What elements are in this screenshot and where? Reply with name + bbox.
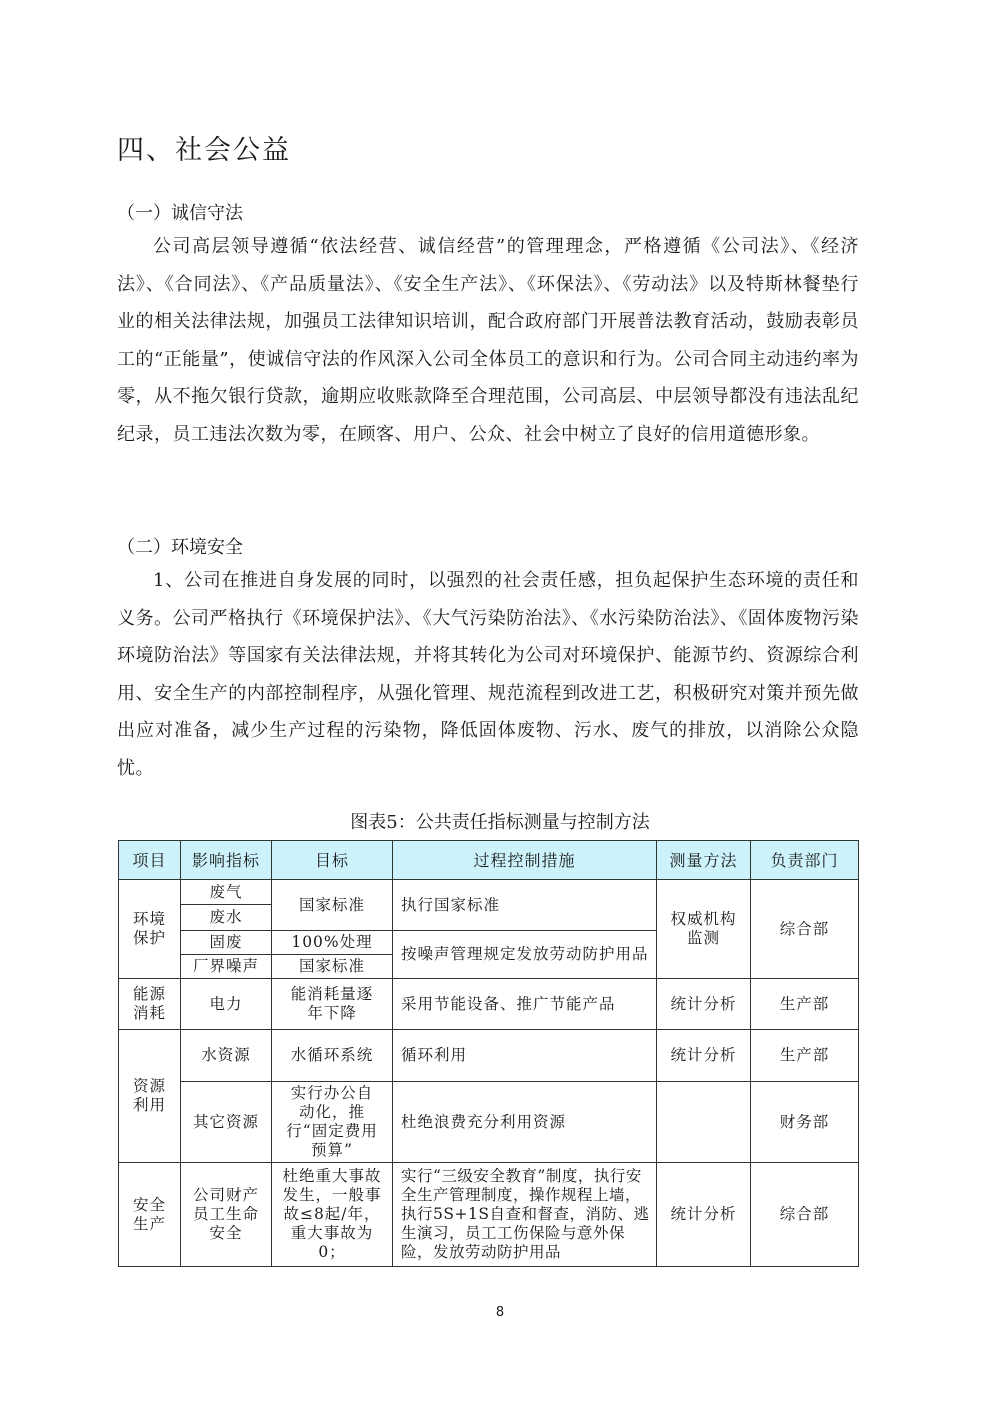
measure-cell: 循环利用 — [393, 1030, 657, 1082]
method-cell: 权威机构监测 — [657, 880, 751, 979]
item-cell: 能源消耗 — [119, 979, 181, 1030]
header-cell: 过程控制措施 — [393, 841, 657, 880]
header-cell: 影响指标 — [181, 841, 272, 880]
method-cell: 统计分析 — [657, 979, 751, 1030]
header-cell: 负责部门 — [751, 841, 859, 880]
table-row — [119, 1030, 859, 1082]
dept-cell: 综合部 — [751, 880, 859, 979]
header-cell: 目标 — [272, 841, 393, 880]
paragraph-environment: 1、公司在推进自身发展的同时，以强烈的社会责任感，担负起保护生态环境的责任和义务。公司严格执行《环境保护法》、《大气污染防治法》、《水污染防治法》、《固体废物污染环境防治法》等国家有关法律法规，并将其转化为公司对环境保护、能源节约、资源综合利用、安全生产的内部控制程序，从强化管理、规范流程到改进工艺，积极研究对策并预先做出应对准备，减少生产过程的污染物，降低固体废物、污水、废气的排放，以消除公众隐忧。 — [117, 570, 859, 779]
subsection-heading-integrity: （一）诚信守法 — [117, 203, 243, 224]
section-title: 四、社会公益 — [117, 135, 291, 166]
indicator-cell: 废水 — [181, 905, 272, 931]
dept-cell: 综合部 — [751, 1163, 859, 1267]
target-cell: 杜绝重大事故发生，一般事故≤8起/年，重大事故为0； — [272, 1163, 393, 1267]
target-cell: 国家标准 — [272, 955, 393, 979]
dept-cell: 财务部 — [751, 1082, 859, 1163]
measure-cell: 执行国家标准 — [393, 880, 657, 931]
subsection-heading-environment: （二）环境安全 — [117, 537, 243, 558]
measure-cell: 采用节能设备、推广节能产品 — [393, 979, 657, 1030]
indicator-cell: 厂界噪声 — [181, 955, 272, 979]
page-number: 8 — [495, 1305, 505, 1320]
measure-cell: 杜绝浪费充分利用资源 — [393, 1082, 657, 1163]
table-caption: 图表5：公共责任指标测量与控制方法 — [350, 812, 650, 833]
header-cell: 测量方法 — [657, 841, 751, 880]
item-cell: 资源利用 — [119, 1030, 181, 1163]
indicator-cell: 公司财产员工生命安全 — [181, 1163, 272, 1267]
indicator-cell: 水资源 — [181, 1030, 272, 1082]
target-cell: 100%处理 — [272, 931, 393, 955]
paragraph-integrity: 公司高层领导遵循“依法经营、诚信经营”的管理理念，严格遵循《公司法》、《经济法》、《合同法》、《产品质量法》、《安全生产法》、《环保法》、《劳动法》以及特斯林餐垫行业的相关法律法规，加强员工法律知识培训，配合政府部门开展普法教育活动，鼓励表彰员工的“正能量”，使诚信守法的作风深入公司全体员工的意识和行为。公司合同主动违约率为零，从不拖欠银行贷款，逾期应收账款降至合理范围，公司高层、中层领导都没有违法乱纪纪录，员工违法次数为零，在顾客、用户、公众、社会中树立了良好的信用道德形象。 — [117, 236, 859, 445]
responsibility-table — [118, 840, 859, 1267]
method-cell: 统计分析 — [657, 1030, 751, 1082]
target-cell: 国家标准 — [272, 880, 393, 931]
method-cell: 统计分析 — [657, 1163, 751, 1267]
target-cell: 水循环系统 — [272, 1030, 393, 1082]
dept-cell: 生产部 — [751, 979, 859, 1030]
measure-cell: 实行“三级安全教育”制度，执行安全生产管理制度，操作规程上墙，执行5S+1S自查和督查，消防、逃生演习，员工工伤保险与意外保险，发放劳动防护用品 — [393, 1163, 657, 1267]
item-cell: 安全生产 — [119, 1163, 181, 1267]
target-cell: 实行办公自动化，推行“固定费用预算” — [272, 1082, 393, 1163]
target-cell: 能消耗量逐年下降 — [272, 979, 393, 1030]
table-row — [119, 880, 859, 905]
method-cell — [657, 1082, 751, 1163]
item-cell: 环境保护 — [119, 880, 181, 979]
indicator-cell: 固废 — [181, 931, 272, 955]
measure-cell: 按噪声管理规定发放劳动防护用品 — [393, 931, 657, 979]
indicator-cell: 电力 — [181, 979, 272, 1030]
table-header-row — [119, 841, 859, 880]
dept-cell: 生产部 — [751, 1030, 859, 1082]
table-row — [119, 1082, 859, 1163]
header-cell: 项目 — [119, 841, 181, 880]
indicator-cell: 其它资源 — [181, 1082, 272, 1163]
table-row — [119, 1163, 859, 1267]
table-row — [119, 979, 859, 1030]
indicator-cell: 废气 — [181, 880, 272, 905]
